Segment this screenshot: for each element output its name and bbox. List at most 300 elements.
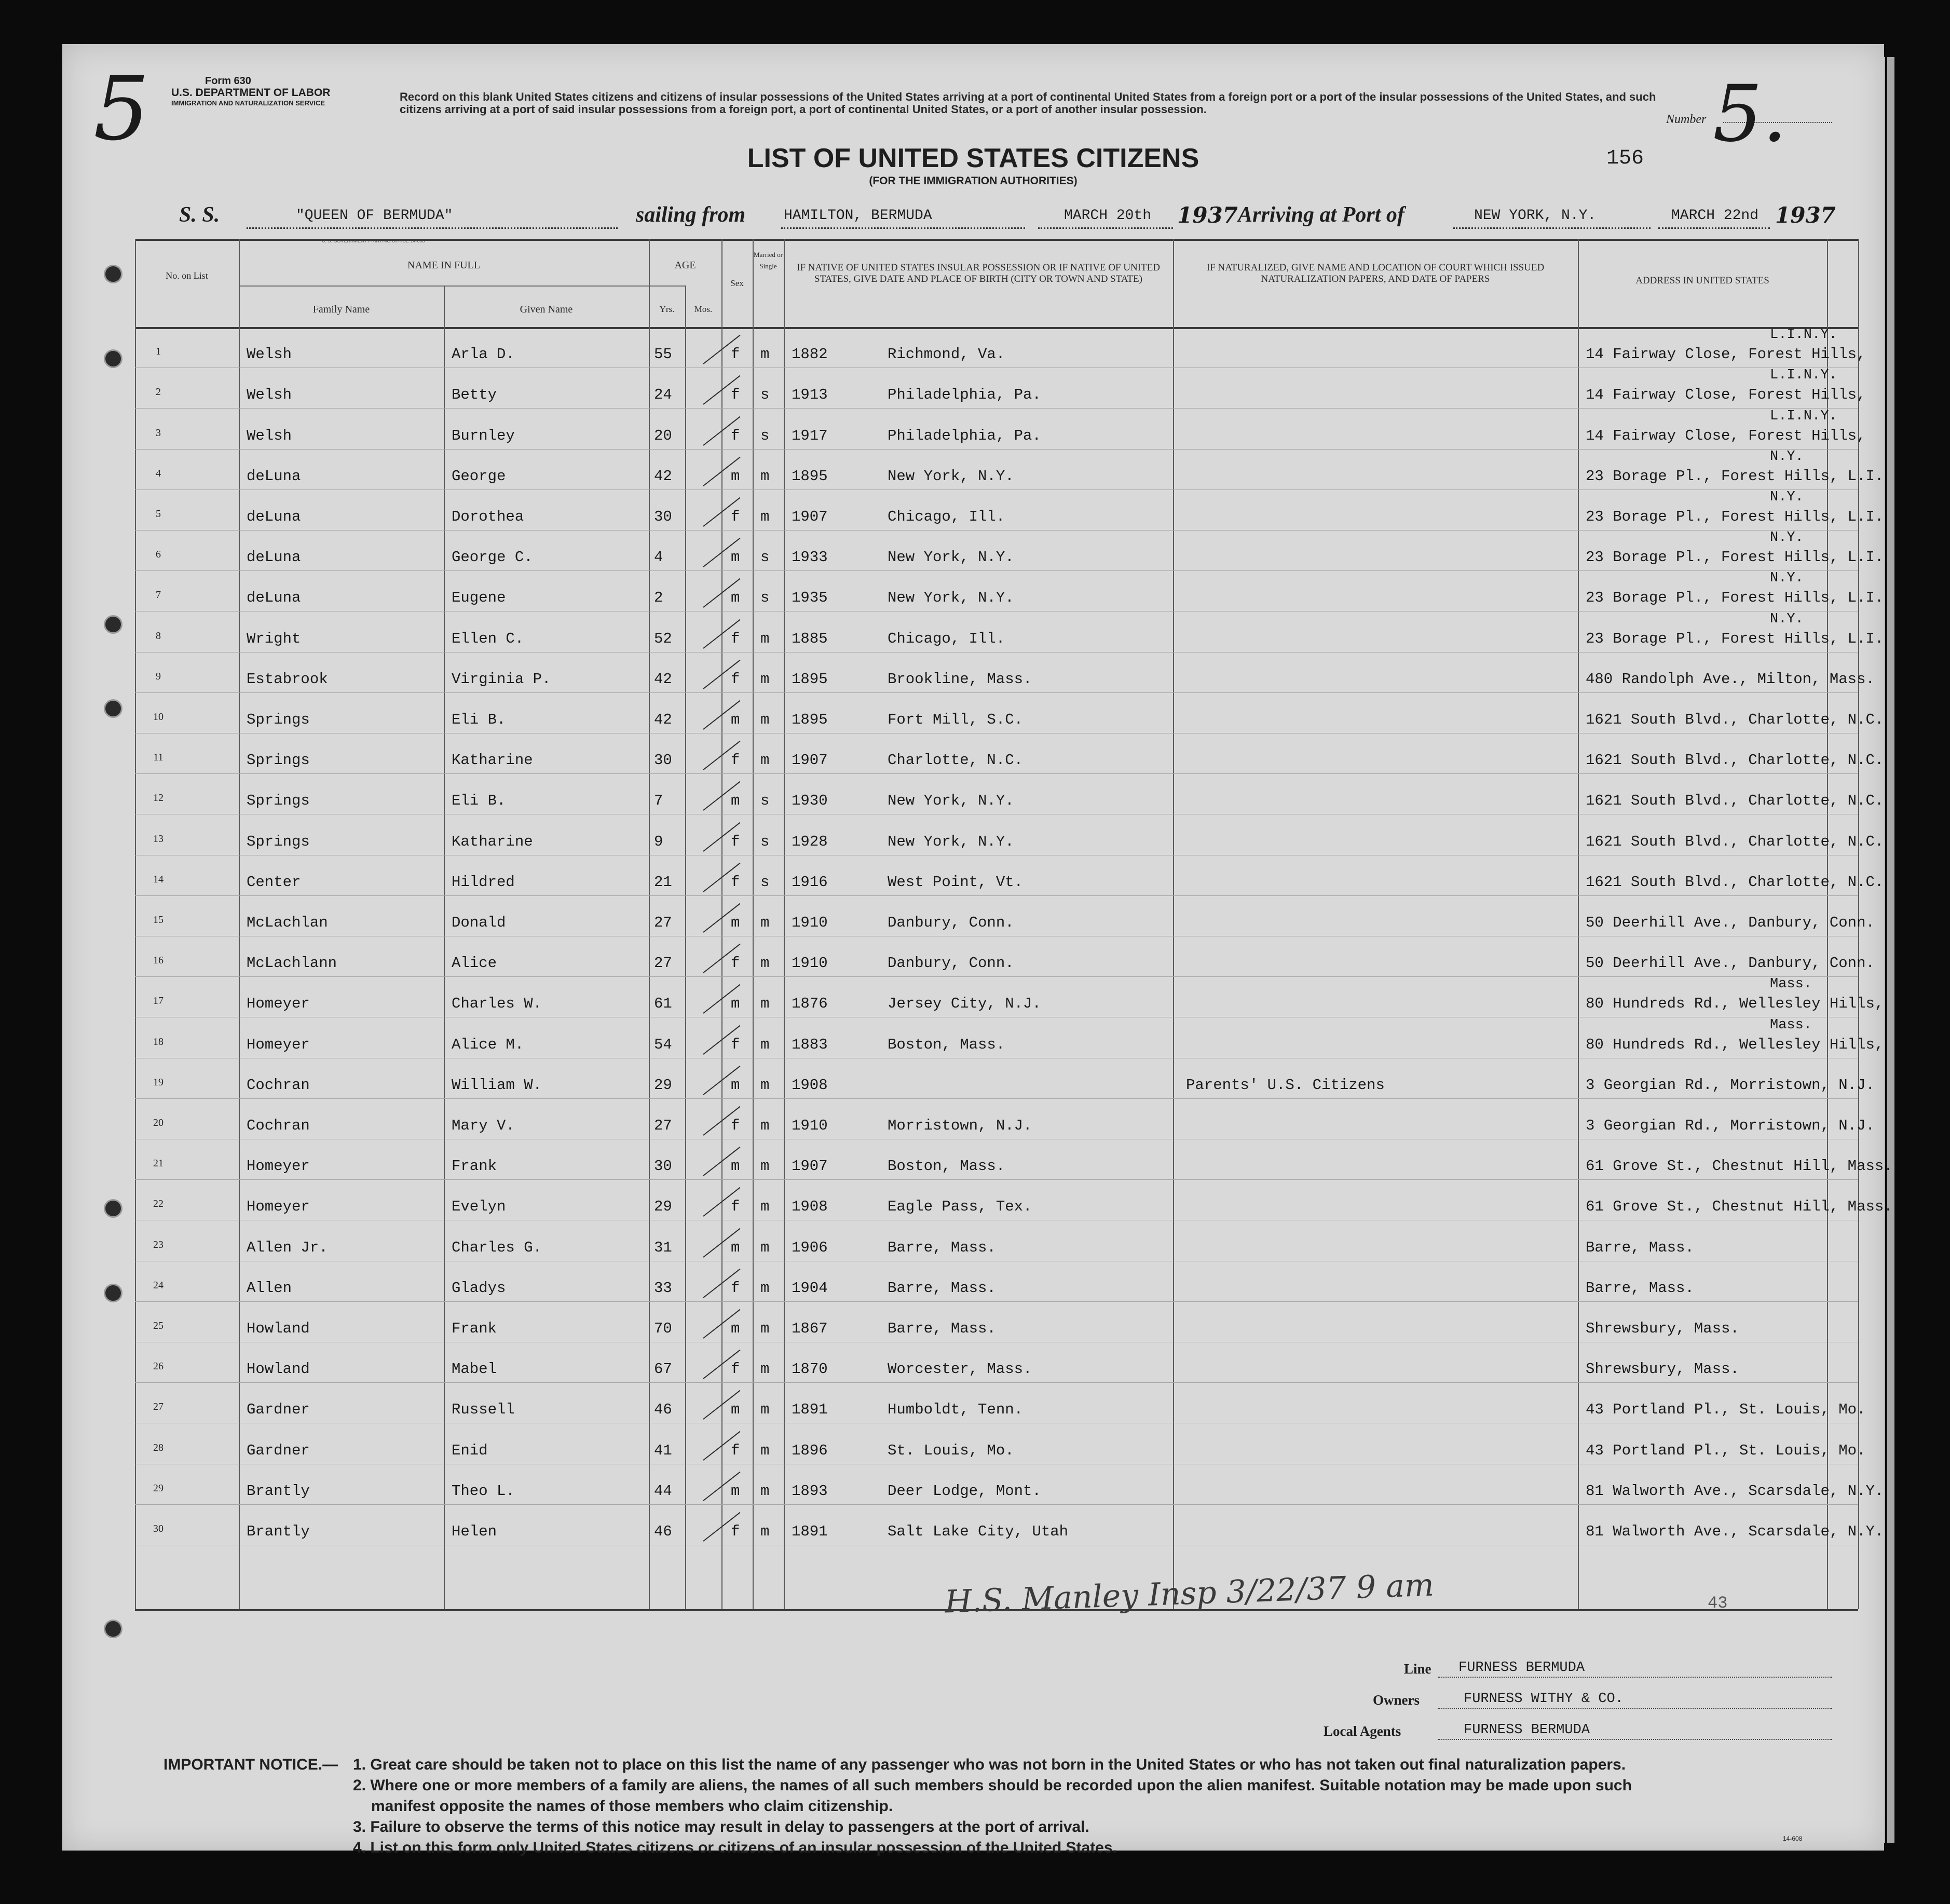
age-years: 54 (654, 1036, 672, 1053)
inspector-signature: H.S. Manley Insp 3/22/37 9 am (944, 1567, 1435, 1621)
year-to: 1937 (1775, 202, 1836, 228)
header-no: No. on List (166, 270, 208, 281)
marital-status: m (760, 1320, 770, 1337)
col-line (239, 239, 240, 1609)
row-line (135, 773, 1858, 774)
birth-place: Boston, Mass. (888, 1036, 1005, 1053)
punch-hole (104, 615, 122, 634)
family-name: Springs (247, 752, 310, 769)
owners-underline (1438, 1708, 1832, 1709)
age-years: 2 (654, 589, 663, 607)
notice-3: 3. Failure to observe the terms of this notice may result in delay to passengers at the port of arrival. (353, 1818, 1089, 1835)
row-number: 7 (156, 589, 161, 601)
birth-year: 1907 (792, 752, 828, 769)
row-line (135, 1179, 1858, 1180)
marital-status: m (760, 1076, 770, 1094)
agents-label: Local Agents (1324, 1723, 1401, 1739)
birth-place: Philadelphia, Pa. (888, 427, 1041, 444)
given-name: Charles G. (452, 1239, 542, 1256)
birth-year: 1917 (792, 427, 828, 444)
birth-place: Danbury, Conn. (888, 955, 1014, 972)
line-value: FURNESS BERMUDA (1458, 1660, 1585, 1676)
arriving-label: Arriving at Port of (1238, 203, 1404, 227)
marital-status: m (760, 508, 770, 525)
punch-hole (104, 349, 122, 368)
address: 43 Portland Pl., St. Louis, Mo. (1586, 1441, 1866, 1459)
given-name: Helen (452, 1523, 497, 1540)
row-number: 3 (156, 427, 161, 439)
family-name: Howland (247, 1361, 310, 1378)
given-name: Evelyn (452, 1198, 506, 1216)
form-instructions: Record on this blank United States citizens and citizens of insular possessions of the United States arriving at a port of continental United States from a foreign port or a port of the insular possessions of the United States, and such citizens arriving at a port of said insular possessions from a foreign port, a port of continental United States, or a port of another insular possession. (400, 90, 1656, 116)
address-continuation: N.Y. (1770, 530, 1804, 546)
address-continuation: N.Y. (1770, 448, 1804, 465)
row-line (135, 1504, 1858, 1505)
col-line (784, 239, 785, 1609)
given-name: Betty (452, 386, 497, 404)
row-number: 18 (153, 1036, 163, 1048)
sex: f (731, 508, 740, 525)
given-name: Burnley (452, 427, 515, 444)
port-to: NEW YORK, N.Y. (1474, 208, 1597, 224)
age-years: 4 (654, 549, 663, 566)
sex: f (731, 386, 740, 404)
marital-status: m (760, 752, 770, 769)
printing-office: U. S. GOVERNMENT PRINTING OFFICE 14-608 (322, 238, 425, 243)
sex: m (731, 995, 740, 1013)
family-name: Brantly (247, 1523, 310, 1540)
birth-year: 1891 (792, 1401, 828, 1419)
family-name: Gardner (247, 1441, 310, 1459)
age-years: 61 (654, 995, 672, 1013)
marital-status: m (760, 1523, 770, 1540)
row-number: 8 (156, 630, 161, 642)
sex: m (731, 711, 740, 728)
notice-1: 1. Great care should be taken not to place on this list the name of any passenger who was not born in the United States or who has not taken out final naturalization papers. (353, 1756, 1626, 1773)
sex: f (731, 833, 740, 850)
col-line (685, 285, 686, 1609)
birth-year: 1885 (792, 630, 828, 647)
birth-place: New York, N.Y. (888, 792, 1014, 810)
birth-year: 1895 (792, 711, 828, 728)
row-number: 27 (153, 1401, 163, 1413)
table-top-line (135, 239, 1858, 241)
age-years: 42 (654, 670, 672, 688)
age-years: 27 (654, 955, 672, 972)
birth-year: 1870 (792, 1361, 828, 1378)
given-name: Charles W. (452, 995, 542, 1013)
row-number: 26 (153, 1361, 163, 1372)
row-number: 5 (156, 508, 161, 520)
birth-place: New York, N.Y. (888, 833, 1014, 850)
service: IMMIGRATION AND NATURALIZATION SERVICE (171, 99, 325, 107)
address: Barre, Mass. (1586, 1239, 1694, 1256)
given-name: Ellen C. (452, 630, 524, 647)
address: 14 Fairway Close, Forest Hills, (1586, 346, 1866, 363)
agents-value: FURNESS BERMUDA (1464, 1722, 1590, 1738)
address: 43 Portland Pl., St. Louis, Mo. (1586, 1401, 1866, 1419)
birth-place: West Point, Vt. (888, 873, 1024, 891)
birth-place: Deer Lodge, Mont. (888, 1482, 1041, 1500)
page-subtitle: (FOR THE IMMIGRATION AUTHORITIES) (869, 175, 1078, 187)
punch-hole (104, 1199, 122, 1218)
row-number: 2 (156, 386, 161, 398)
birth-year: 1904 (792, 1279, 828, 1297)
row-number: 28 (153, 1441, 163, 1453)
given-name: Arla D. (452, 346, 515, 363)
birth-place: St. Louis, Mo. (888, 1441, 1014, 1459)
sex: f (731, 1361, 740, 1378)
marital-status: m (760, 630, 770, 647)
row-line (135, 489, 1858, 490)
header-age: AGE (674, 260, 696, 271)
family-name: deLuna (247, 467, 301, 485)
birth-place: Eagle Pass, Tex. (888, 1198, 1032, 1216)
port-from: HAMILTON, BERMUDA (784, 208, 932, 224)
sex: f (731, 955, 740, 972)
stamp-number: 156 (1606, 147, 1644, 170)
birth-place: Salt Lake City, Utah (888, 1523, 1069, 1540)
page-title: LIST OF UNITED STATES CITIZENS (747, 143, 1199, 173)
age-years: 30 (654, 508, 672, 525)
address-continuation: L.I.N.Y. (1770, 327, 1837, 343)
marital-status: s (760, 792, 770, 810)
birth-place: Barre, Mass. (888, 1320, 996, 1337)
manifest-page (62, 44, 1893, 1856)
address: 14 Fairway Close, Forest Hills, (1586, 386, 1866, 404)
marital-status: m (760, 1441, 770, 1459)
ss-label: S. S. (179, 203, 220, 227)
row-number: 19 (153, 1076, 163, 1088)
birth-place: Brookline, Mass. (888, 670, 1032, 688)
header-name-in-full: NAME IN FULL (407, 260, 480, 271)
row-number: 1 (156, 346, 161, 358)
age-years: 44 (654, 1482, 672, 1500)
family-name: deLuna (247, 589, 301, 607)
col-line (1578, 239, 1579, 1609)
sex: m (731, 1482, 740, 1500)
birth-place: Morristown, N.J. (888, 1117, 1032, 1134)
age-years: 42 (654, 711, 672, 728)
family-name: Homeyer (247, 1036, 310, 1053)
sailing-from-label: sailing from (636, 203, 746, 227)
age-years: 20 (654, 427, 672, 444)
address: 14 Fairway Close, Forest Hills, (1586, 427, 1866, 444)
row-number: 29 (153, 1482, 163, 1494)
address: 81 Walworth Ave., Scarsdale, N.Y. (1586, 1523, 1884, 1540)
header-bottom-line (135, 327, 1858, 329)
family-name: McLachlan (247, 914, 328, 931)
address: 1621 South Blvd., Charlotte, N.C. (1586, 792, 1884, 810)
address-continuation: Mass. (1770, 976, 1812, 992)
marital-status: m (760, 1036, 770, 1053)
birth-year: 1910 (792, 914, 828, 931)
sex: m (731, 1158, 740, 1175)
address: 23 Borage Pl., Forest Hills, L.I. (1586, 630, 1884, 647)
row-number: 30 (153, 1523, 163, 1534)
birth-year: 1867 (792, 1320, 828, 1337)
age-years: 42 (654, 467, 672, 485)
family-name: deLuna (247, 508, 301, 525)
marital-status: s (760, 549, 770, 566)
sex: m (731, 1401, 740, 1419)
birth-year: 1895 (792, 467, 828, 485)
given-name: Virginia P. (452, 670, 551, 688)
birth-year: 1908 (792, 1076, 828, 1094)
address: 1621 South Blvd., Charlotte, N.C. (1586, 873, 1884, 891)
given-name: Enid (452, 1441, 488, 1459)
address: 23 Borage Pl., Forest Hills, L.I. (1586, 589, 1884, 607)
marital-status: m (760, 1401, 770, 1419)
line-underline (1438, 1677, 1832, 1678)
port-to-underline (1453, 227, 1651, 229)
marital-status: s (760, 873, 770, 891)
date-from-underline (1038, 227, 1173, 229)
row-number: 11 (153, 752, 163, 764)
birth-year: 1895 (792, 670, 828, 688)
family-name: Cochran (247, 1076, 310, 1094)
given-name: Eugene (452, 589, 506, 607)
family-name: Homeyer (247, 1198, 310, 1216)
marital-status: m (760, 955, 770, 972)
address-continuation: N.Y. (1770, 611, 1804, 627)
name-subheader-line (239, 285, 685, 287)
row-line (135, 976, 1858, 977)
col-line (444, 285, 445, 1609)
row-number: 14 (153, 873, 163, 885)
page-edge-2 (1887, 57, 1894, 1843)
row-number: 23 (153, 1239, 163, 1250)
birth-place: Charlotte, N.C. (888, 752, 1024, 769)
number-value: 5. (1713, 69, 1788, 159)
header-address: ADDRESS IN UNITED STATES (1635, 275, 1769, 286)
row-number: 16 (153, 955, 163, 967)
row-number: 6 (156, 549, 161, 561)
given-name: Katharine (452, 752, 533, 769)
sex: f (731, 1036, 740, 1053)
header-family-name: Family Name (312, 304, 370, 315)
address-continuation: N.Y. (1770, 489, 1804, 505)
address: Shrewsbury, Mass. (1586, 1320, 1739, 1337)
birth-place: New York, N.Y. (888, 549, 1014, 566)
marital-status: m (760, 346, 770, 363)
citizens-table (135, 239, 1893, 1609)
col-line (1173, 239, 1174, 1609)
sex: f (731, 1279, 740, 1297)
number-label: Number (1666, 113, 1707, 126)
family-name: Welsh (247, 346, 292, 363)
age-years: 27 (654, 914, 672, 931)
sex: m (731, 549, 740, 566)
address: 3 Georgian Rd., Morristown, N.J. (1586, 1076, 1875, 1094)
ship-underline (247, 227, 618, 229)
given-name: George (452, 467, 506, 485)
sex: f (731, 873, 740, 891)
sex: f (731, 346, 740, 363)
agents-underline (1438, 1739, 1832, 1740)
marital-status: s (760, 386, 770, 404)
address-continuation: N.Y. (1770, 570, 1804, 587)
birth-year: 1910 (792, 955, 828, 972)
row-line (135, 570, 1858, 571)
age-years: 29 (654, 1198, 672, 1216)
row-line (135, 895, 1858, 896)
row-number: 21 (153, 1158, 163, 1169)
birth-year: 1876 (792, 995, 828, 1013)
sex: m (731, 1076, 740, 1094)
family-name: Springs (247, 711, 310, 728)
address: 480 Randolph Ave., Milton, Mass. (1586, 670, 1875, 688)
family-name: deLuna (247, 549, 301, 566)
family-name: Estabrook (247, 670, 328, 688)
birth-place: Boston, Mass. (888, 1158, 1005, 1175)
address: 23 Borage Pl., Forest Hills, L.I. (1586, 508, 1884, 525)
birth-place: Barre, Mass. (888, 1279, 996, 1297)
punch-hole (104, 1620, 122, 1638)
sex: f (731, 1117, 740, 1134)
address: 81 Walworth Ave., Scarsdale, N.Y. (1586, 1482, 1884, 1500)
owners-label: Owners (1373, 1692, 1420, 1708)
given-name: Theo L. (452, 1482, 515, 1500)
age-years: 30 (654, 752, 672, 769)
date-to: MARCH 22nd (1671, 208, 1759, 224)
family-name: Welsh (247, 427, 292, 444)
given-name: Hildred (452, 873, 515, 891)
birth-year: 1930 (792, 792, 828, 810)
birth-place: Richmond, Va. (888, 346, 1005, 363)
birth-year: 1908 (792, 1198, 828, 1216)
family-name: Welsh (247, 386, 292, 404)
naturalization: Parents' U.S. Citizens (1186, 1076, 1385, 1094)
sex: m (731, 1320, 740, 1337)
row-line (135, 1382, 1858, 1383)
punch-hole (104, 265, 122, 283)
row-number: 9 (156, 670, 161, 682)
birth-year: 1928 (792, 833, 828, 850)
given-name: Alice M. (452, 1036, 524, 1053)
given-name: Eli B. (452, 711, 506, 728)
sex: f (731, 752, 740, 769)
sex: m (731, 792, 740, 810)
line-label: Line (1404, 1661, 1431, 1677)
owners-value: FURNESS WITHY & CO. (1464, 1691, 1624, 1707)
row-number: 12 (153, 792, 163, 804)
row-number: 15 (153, 914, 163, 926)
header-sex: Sex (730, 278, 744, 288)
address: 80 Hundreds Rd., Wellesley Hills, (1586, 1036, 1884, 1053)
marital-status: m (760, 467, 770, 485)
birth-year: 1907 (792, 1158, 828, 1175)
age-years: 46 (654, 1401, 672, 1419)
marital-status: m (760, 1117, 770, 1134)
given-name: Dorothea (452, 508, 524, 525)
marital-status: m (760, 1279, 770, 1297)
sex: m (731, 589, 740, 607)
row-number: 20 (153, 1117, 163, 1128)
row-line (135, 408, 1858, 409)
address: 61 Grove St., Chestnut Hill, Mass. (1586, 1198, 1893, 1216)
marital-status: s (760, 589, 770, 607)
family-name: Wright (247, 630, 301, 647)
birth-place: Fort Mill, S.C. (888, 711, 1024, 728)
given-name: Gladys (452, 1279, 506, 1297)
address: 50 Deerhill Ave., Danbury, Conn. (1586, 914, 1875, 931)
family-name: Cochran (247, 1117, 310, 1134)
sex: m (731, 467, 740, 485)
address: 1621 South Blvd., Charlotte, N.C. (1586, 752, 1884, 769)
address: 23 Borage Pl., Forest Hills, L.I. (1586, 467, 1884, 485)
birth-place: New York, N.Y. (888, 589, 1014, 607)
birth-year: 1913 (792, 386, 828, 404)
family-name: Allen Jr. (247, 1239, 328, 1256)
birth-year: 1883 (792, 1036, 828, 1053)
ship-name: "QUEEN OF BERMUDA" (296, 208, 453, 224)
row-number: 17 (153, 995, 163, 1007)
given-name: Eli B. (452, 792, 506, 810)
given-name: Alice (452, 955, 497, 972)
marital-status: m (760, 1482, 770, 1500)
age-years: 41 (654, 1441, 672, 1459)
address: 80 Hundreds Rd., Wellesley Hills, (1586, 995, 1884, 1013)
birth-year: 1891 (792, 1523, 828, 1540)
age-years: 70 (654, 1320, 672, 1337)
sex: f (731, 427, 740, 444)
notice-2b: manifest opposite the names of those members who claim citizenship. (371, 1798, 893, 1815)
col-line (753, 239, 754, 1609)
family-name: Howland (247, 1320, 310, 1337)
given-name: Donald (452, 914, 506, 931)
birth-year: 1896 (792, 1441, 828, 1459)
address-continuation: L.I.N.Y. (1770, 408, 1837, 424)
header-naturalized: IF NATURALIZED, GIVE NAME AND LOCATION OF COURT WHICH ISSUED NATURALIZATION PAPERS, AND DATE OF PAPERS (1206, 262, 1545, 284)
family-name: Brantly (247, 1482, 310, 1500)
marital-status: m (760, 1198, 770, 1216)
row-number: 25 (153, 1320, 163, 1331)
family-name: Homeyer (247, 995, 310, 1013)
marital-status: m (760, 670, 770, 688)
given-name: Russell (452, 1401, 515, 1419)
birth-place: Chicago, Ill. (888, 508, 1005, 525)
marital-status: m (760, 1239, 770, 1256)
given-name: Frank (452, 1320, 497, 1337)
birth-year: 1893 (792, 1482, 828, 1500)
family-name: Springs (247, 792, 310, 810)
age-years: 21 (654, 873, 672, 891)
address: 1621 South Blvd., Charlotte, N.C. (1586, 711, 1884, 728)
family-name: Homeyer (247, 1158, 310, 1175)
col-line (135, 239, 136, 1609)
header-mos: Mos. (694, 304, 713, 314)
row-number: 13 (153, 833, 163, 845)
age-years: 31 (654, 1239, 672, 1256)
age-years: 33 (654, 1279, 672, 1297)
age-years: 67 (654, 1361, 672, 1378)
marital-status: m (760, 1158, 770, 1175)
punch-hole (104, 699, 122, 718)
birth-year: 1882 (792, 346, 828, 363)
marital-status: m (760, 711, 770, 728)
age-years: 52 (654, 630, 672, 647)
marital-status: s (760, 427, 770, 444)
sex: f (731, 670, 740, 688)
family-name: Springs (247, 833, 310, 850)
year-from: 1937 (1177, 202, 1238, 228)
sex: f (731, 1198, 740, 1216)
notice-title: IMPORTANT NOTICE.— (163, 1756, 338, 1773)
given-name: Mary V. (452, 1117, 515, 1134)
family-name: Allen (247, 1279, 292, 1297)
col-line (649, 239, 650, 1609)
